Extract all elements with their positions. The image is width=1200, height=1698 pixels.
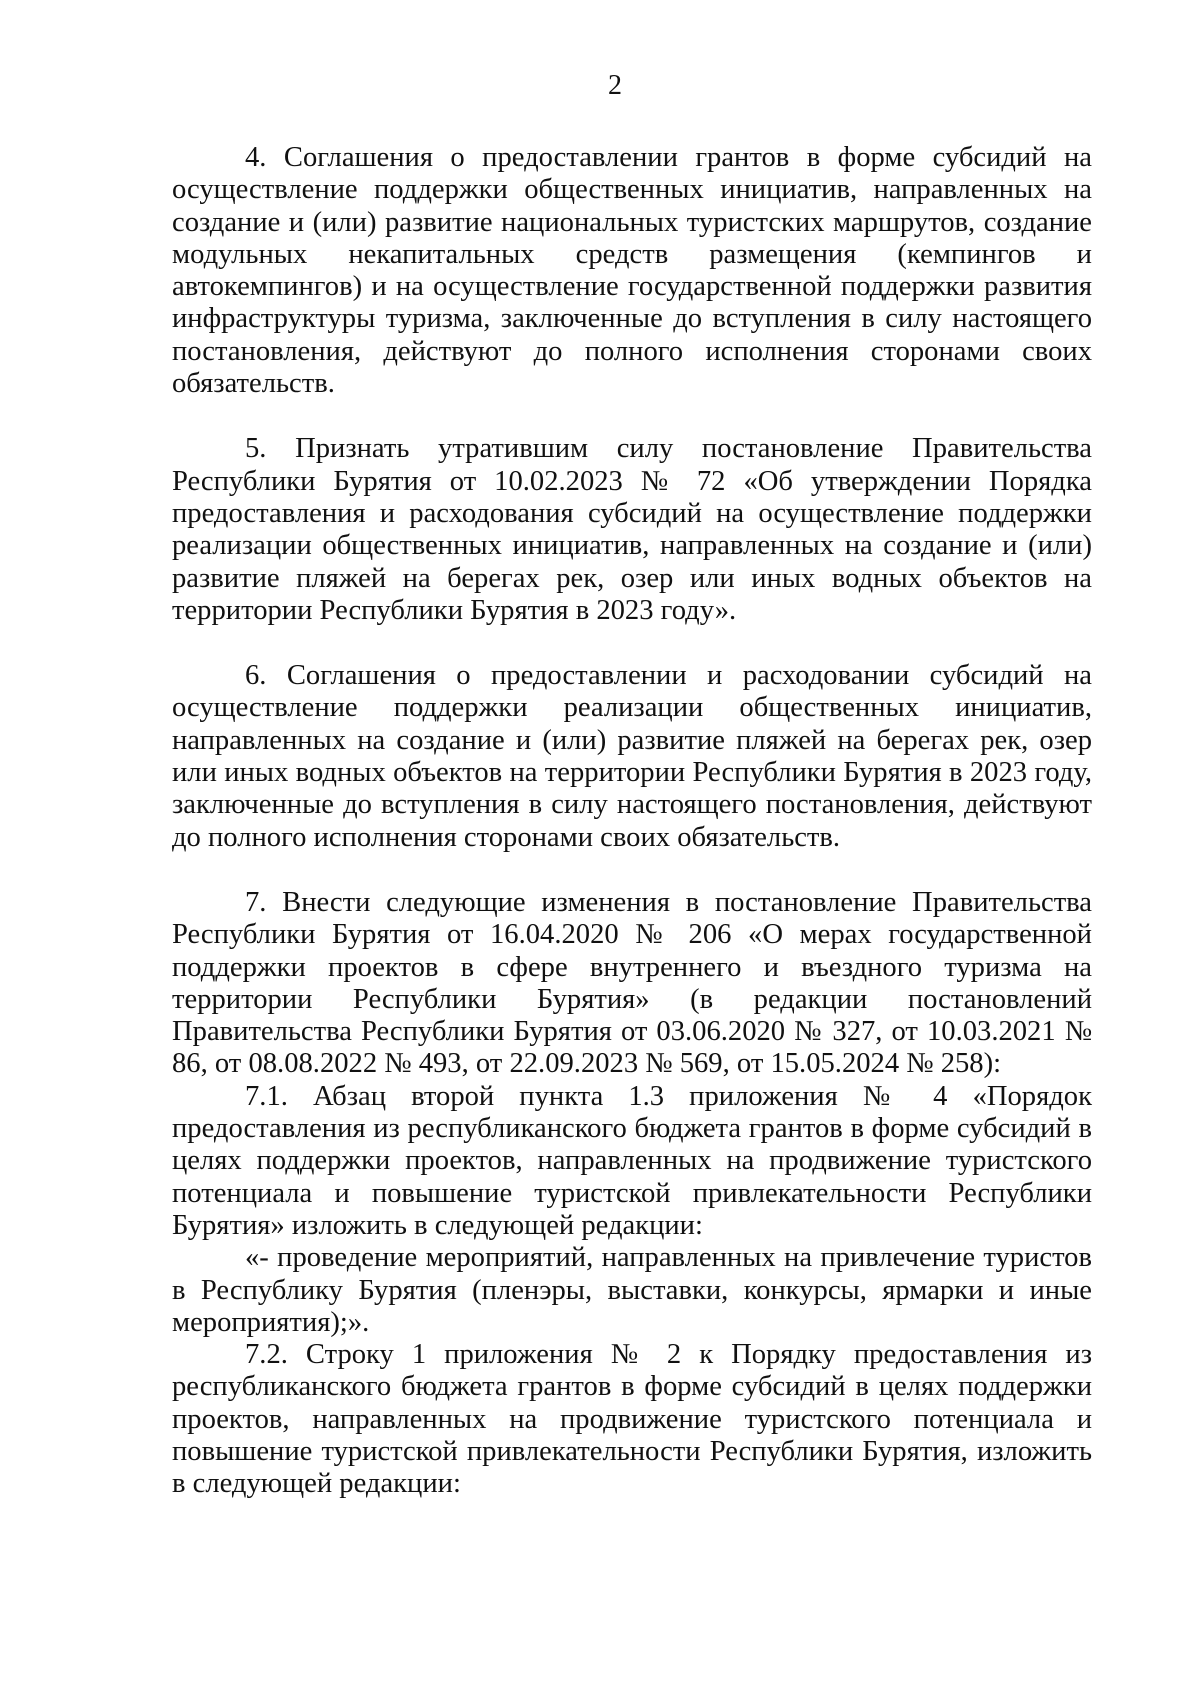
paragraph-5: 5. Признать утратившим силу постановление Правительства Республики Бурятия от 10.02.2023 № 72 «Об утверждении Порядка предоставления и расходования субсидий на осуществление поддержки реализации общественных инициатив, направленных на создание и (или) развитие пляжей на берегах рек, озер или иных водных объектов на территории Республики Бурятия в 2023 году».: [172, 433, 1092, 626]
paragraph-7-1: 7.1. Абзац второй пункта 1.3 приложения № 4 «Порядок предоставления из республиканского бюджета грантов в форме субсидий в целях поддержки проектов, направленных на продвижение туристского потенциала и повышение туристской привлекательности Республики Бурятия» изложить в следующей редакции:: [172, 1080, 1092, 1241]
document-body: [172, 142, 1092, 1501]
paragraph-7: 7. Внести следующие изменения в постановление Правительства Республики Бурятия от 16.04.2020 № 206 «О мерах государственной поддержки проектов в сфере внутреннего и въездного туризма на территории Республики Бурятия» (в редакции постановлений Правительства Республики Бурятия от 03.06.2020 № 327, от 10.03.2021 № 86, от 08.08.2022 № 493, от 22.09.2023 № 569, от 15.05.2024 № 258):: [172, 886, 1092, 1080]
paragraph-4: 4. Соглашения о предоставлении грантов в форме субсидий на осуществление поддержки общественных инициатив, направленных на создание и (или) развитие национальных туристских маршрутов, создание модульных некапитальных средств размещения (кемпингов и автокемпингов) и на осуществление государственной поддержки развития инфраструктуры туризма, заключенные до вступления в силу настоящего постановления, действуют до полного исполнения сторонами своих обязательств.: [172, 142, 1092, 400]
page-number: 2: [608, 70, 622, 101]
paragraph-7-2: 7.2. Строку 1 приложения № 2 к Порядку предоставления из республиканского бюджета грантов в форме субсидий в целях поддержки проектов, направленных на продвижение туристского потенциала и повышение туристской привлекательности Республики Бурятия, изложить в следующей редакции:: [172, 1339, 1092, 1500]
paragraph-7-1-quote: «- проведение мероприятий, направленных на привлечение туристов в Республику Бурятия (пленэры, выставки, конкурсы, ярмарки и иные мероприятия);».: [172, 1242, 1092, 1338]
paragraph-6: 6. Соглашения о предоставлении и расходовании субсидий на осуществление поддержки реализации общественных инициатив, направленных на создание и (или) развитие пляжей на берегах рек, озер или иных водных объектов на территории Республики Бурятия в 2023 году, заключенные до вступления в силу настоящего постановления, действуют до полного исполнения сторонами своих обязательств.: [172, 660, 1092, 853]
